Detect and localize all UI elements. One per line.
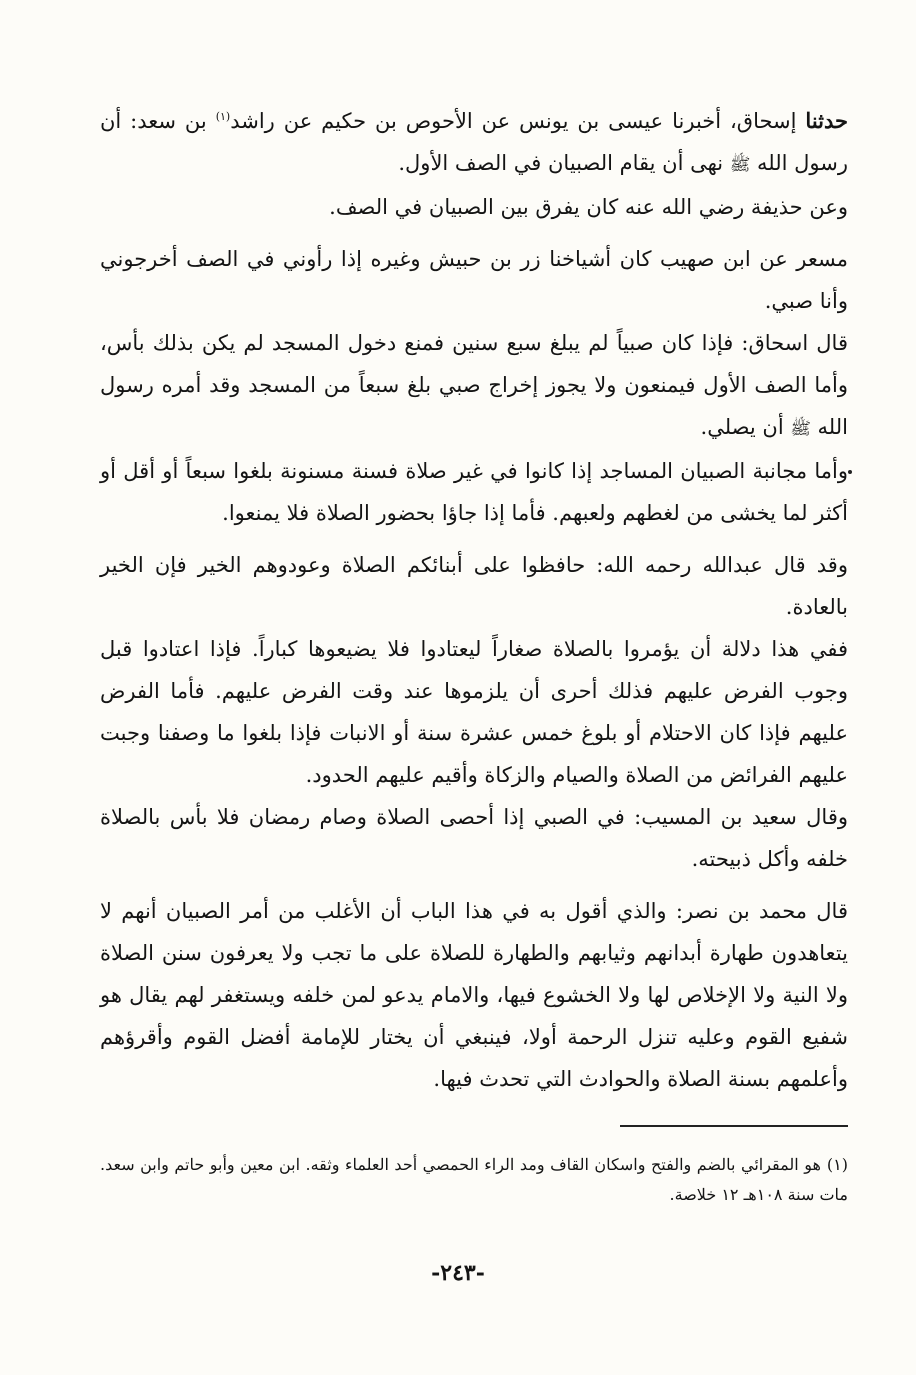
honorific-glyph: ﷺ (729, 155, 751, 175)
paragraph-7: ففي هذا دلالة أن يؤمروا بالصلاة صغاراً ليعتادوا فلا يضيعوها كباراً. فإذا اعتادوا قبل وجوب الفرض عليهم فذلك أحرى أن يلزموها عند وقت الفرض عليهم. فأما الفرض عليهم فإذا كان الاحتلام أو بلوغ خمس عشرة سنة أو الانبات فإذا بلغوا ما وصفنا وجبت عليهم الفرائض من الصلاة والصيام والزكاة وأقيم عليهم الحدود. (100, 637, 848, 787)
paragraph-5: وأما مجانبة الصبيان المساجد إذا كانوا في غير صلاة فسنة مسنونة بلغوا سبعاً أو أقل أو أكثر لما يخشى من لغطهم ولعبهم. فأما إذا جاؤا بحضور الصلاة فلا يمنعوا. (100, 459, 848, 525)
paragraph-6: وقد قال عبدالله رحمه الله: حافظوا على أبنائكم الصلاة وعودوهم الخير فإن الخير بالعادة. (100, 553, 848, 619)
honorific-glyph: ﷺ (790, 419, 811, 439)
paragraph-1-part-3: نهى أن يقام الصبيان في الصف الأول. (398, 151, 730, 175)
paragraph-4-part-1: قال اسحاق: فإذا كان صبياً لم يبلغ سبع سنين فمنع دخول المسجد لم يكن بذلك بأس، وأما الصف الأول فيمنعون ولا يجوز إخراج صبي بلغ سبعاً من المسجد وقد أمره رسول الله (100, 331, 848, 439)
spacer (100, 534, 848, 544)
paragraph-2: وعن حذيفة رضي الله عنه كان يفرق بين الصبيان في الصف. (329, 195, 848, 219)
margin-dot (848, 470, 852, 474)
main-text (100, 96, 848, 1100)
footnote-reference[interactable]: (١) (215, 110, 231, 123)
paragraph-4-part-2: أن يصلي. (700, 415, 791, 439)
paragraph-3: مسعر عن ابن صهيب كان أشياخنا زر بن حبيش وغيره إذا رأوني في الصف أخرجوني وأنا صبي. (100, 247, 848, 313)
paragraph-9: قال محمد بن نصر: والذي أقول به في هذا الباب أن الأغلب من أمر الصبيان أنهم لا يتعاهدون طهارة أبدانهم وثيابهم والطهارة للصلاة على ما تجب ولا يعرفون سنن الصلاة ولا النية ولا الإخلاص لها ولا الخشوع فيها، والامام يدعو لمن خلفه ويستغفر لهم يقال هو شفيع القوم وعليه تنزل الرحمة أولا، فينبغي أن يختار للإمامة أفضل القوم وأقرؤهم وأعلمهم بسنة الصلاة والحوادث التي تحدث فيها. (100, 899, 848, 1091)
footnote (100, 1150, 848, 1210)
lead-word: حدثنا (805, 108, 849, 133)
paragraph-1 (100, 96, 848, 186)
footnote-number: (١) (826, 1155, 848, 1174)
paragraph-1-part-2: بن سعد: أن رسول الله (100, 109, 848, 175)
spacer (100, 228, 848, 238)
spacer (100, 880, 848, 890)
page-number: -٢٤٣- (431, 1260, 485, 1286)
paragraph-1-part-1: إسحاق، أخبرنا عيسى بن يونس عن الأحوص بن حكيم عن راشد (230, 109, 806, 133)
paragraph-8: وقال سعيد بن المسيب: في الصبي إذا أحصى الصلاة وصام رمضان فلا بأس بالصلاة خلفه وأكل ذبيحته. (100, 805, 848, 871)
paragraph-4 (100, 322, 848, 450)
footnote-divider (620, 1125, 848, 1127)
footnote-text: هو المقرائي بالضم والفتح واسكان القاف ومد الراء الحمصي أحد العلماء وثقه. ابن معين وأبو حاتم وابن سعد. مات سنة ١٠٨هـ ١٢ خلاصة. (100, 1155, 848, 1204)
